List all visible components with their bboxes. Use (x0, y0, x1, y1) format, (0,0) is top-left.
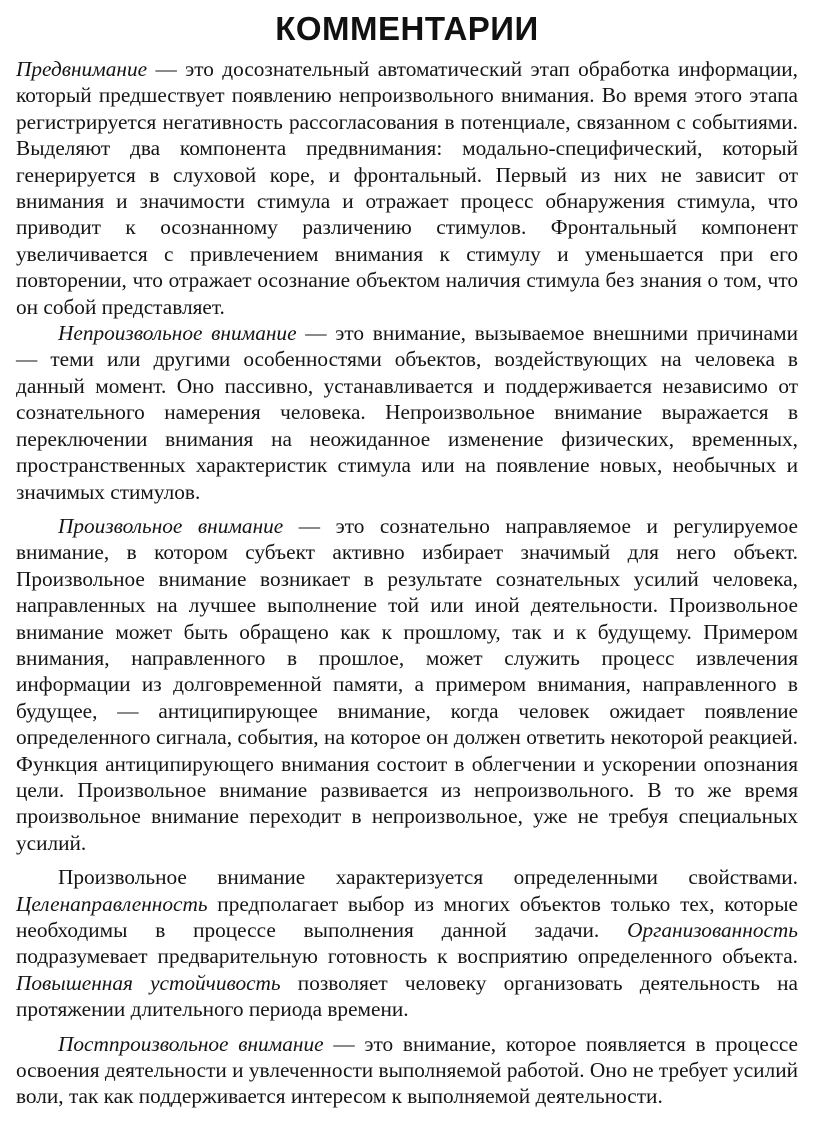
paragraph-organization-text: подразумевает предварительную готовность к восприятию определенного объекта. (16, 944, 798, 969)
paragraph-voluntary-attention (16, 513, 798, 856)
term-post-voluntary-attention: Постпроизвольное внимание (58, 1031, 324, 1056)
term-increased-stability: Повышенная устойчивость (16, 970, 281, 995)
paragraph-voluntary-attention-text: — это сознательно направляемое и регулируемое внимание, в котором субъект активно избирает значимый для него объект. Произвольное внимание возникает в результате сознательных усилий человека, направленных на лучшее выполнение той или иной деятельности. Произвольное внимание может быть обращено как к прошлому, так и к будущему. Примером внимания, направленного в прошлое, может служить процесс извлечения информации из долговременной памяти, а примером внимания, направленного в будущее, — антиципирующее внимание, когда человек ожидает появление определенного сигнала, события, на которое он должен ответить некоторой реакцией. Функция антиципирующего внимания состоит в облегчении и ускорении опознания цели. Произвольное внимание развивается из непроизвольного. В то же время произвольное внимание переходит в непроизвольное, уже не требуя специальных усилий. (16, 513, 798, 855)
term-preattention: Предвнимание (16, 57, 148, 81)
paragraph-post-voluntary-attention (16, 1031, 798, 1110)
paragraph-voluntary-properties-intro: Произвольное внимание характеризуется определенными свойствами. (58, 865, 798, 890)
paragraph-preattention (16, 56, 798, 320)
paragraph-voluntary-properties (16, 864, 798, 1022)
page-title: КОММЕНТАРИИ (275, 10, 539, 47)
paragraph-increased-stability-text: позволяет человеку организовать деятельность на протяжении длительного периода времени. (16, 970, 798, 1022)
paragraph-post-voluntary-attention-text: — это внимание, которое появляется в процессе освоения деятельности и увлеченности выполняемой работой. Оно не требует усилий воли, так как поддерживается интересом к выполняемой деятельности. (16, 1031, 798, 1109)
term-purposefulness: Целенаправленность (16, 891, 208, 916)
paragraph-involuntary-attention (16, 320, 798, 505)
paragraph-purposefulness-text: предполагает выбор из многих объектов только тех, которые необходимы в процессе выполнения данной задачи. (16, 891, 798, 942)
term-voluntary-attention: Произвольное внимание (58, 513, 284, 538)
term-involuntary-attention: Непроизвольное внимание (58, 321, 297, 346)
paragraph-preattention-text: — это досознательный автоматический этап обработка информации, который предшествует появлению непроизвольного внимания. Во время этого этапа регистрируется негативность рассогласования в потенциале, связанном с событиями. Выделяют два компонента предвнимания: модально-специфический, который генерируется в слуховой коре, и фронтальный. Первый из них не зависит от внимания и значимости стимула и отражает процесс обнаружения стимула, что приводит к осознанному различению стимулов. Фронтальный компонент увеличивается с привлечением внимания к стимулу и уменьшается при его повторении, что отражает осознание объектом наличия стимула без знания о том, что он собой представляет. (16, 57, 798, 319)
term-organization: Организованность (627, 918, 798, 942)
paragraph-involuntary-attention-text: — это внимание, вызываемое внешними причинами — теми или другими особенностями объектов, воздействующих на человека в данный момент. Оно пассивно, устанавливается и поддерживается независимо от сознательного намерения человека. Непроизвольное внимание выражается в переключении внимания на неожиданное изменение физических, временных, пространственных характеристик стимула или на появление новых, необычных и значимых стимулов. (16, 321, 798, 504)
